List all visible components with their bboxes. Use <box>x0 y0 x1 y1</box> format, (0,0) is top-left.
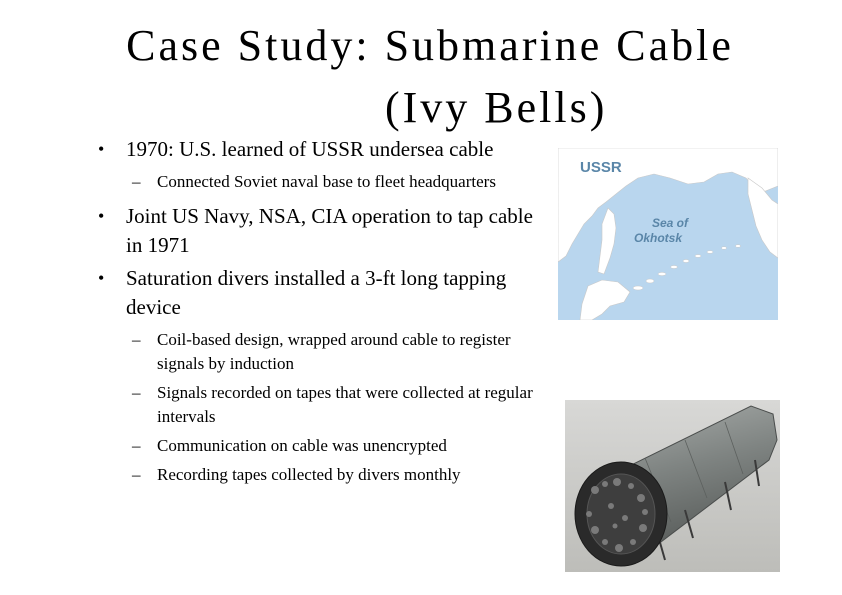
bullet-item <box>96 264 536 322</box>
map-label-sea-line1: Sea of <box>652 216 689 230</box>
tapping-device-photo <box>565 400 780 572</box>
dash-icon: – <box>132 172 141 191</box>
sub-bullet-item <box>96 381 536 429</box>
sub-bullet-item <box>96 170 536 194</box>
sub-bullet-text: Connected Soviet naval base to fleet headquarters <box>157 172 496 191</box>
sub-bullet-text: Communication on cable was unencrypted <box>157 436 447 455</box>
dash-icon: – <box>132 383 141 402</box>
bullet-dot-icon: • <box>98 268 105 288</box>
bullet-text: Saturation divers installed a 3-ft long tapping device <box>126 266 507 319</box>
bullet-text: Joint US Navy, NSA, CIA operation to tap cable in 1971 <box>126 204 533 257</box>
dash-icon: – <box>132 330 141 349</box>
bullet-text: 1970: U.S. learned of USSR undersea cable <box>126 137 494 161</box>
bullet-dot-icon: • <box>98 139 105 159</box>
map-label-sea-line2: Okhotsk <box>634 231 683 245</box>
bullet-dot-icon: • <box>98 206 105 226</box>
sub-bullet-text: Recording tapes collected by divers monthly <box>157 465 461 484</box>
bullet-item <box>96 202 536 260</box>
sub-bullet-item <box>96 434 536 458</box>
bullet-list <box>96 135 536 487</box>
sub-bullet-text: Coil-based design, wrapped around cable to register signals by induction <box>157 330 511 373</box>
dash-icon: – <box>132 436 141 455</box>
sea-of-okhotsk-map <box>558 148 778 320</box>
slide-title-line1: Case Study: Submarine Cable <box>126 21 734 70</box>
slide-title-line2: (Ivy Bells) <box>385 83 608 132</box>
dash-icon: – <box>132 465 141 484</box>
sub-bullet-text: Signals recorded on tapes that were collected at regular intervals <box>157 383 533 426</box>
map-label-ussr: USSR <box>580 159 622 176</box>
sub-bullet-item <box>96 328 536 376</box>
sub-bullet-item <box>96 463 536 487</box>
bullet-item <box>96 135 536 164</box>
